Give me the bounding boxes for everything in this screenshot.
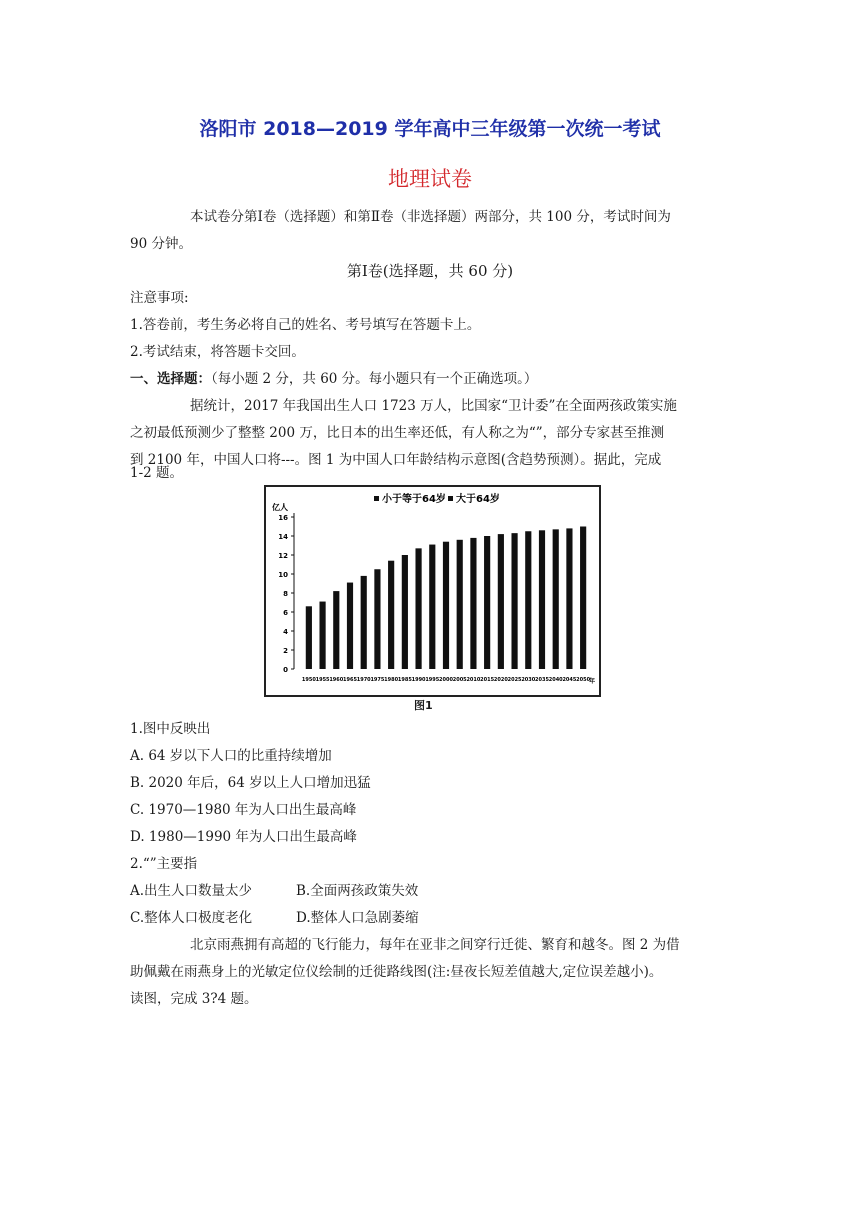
population-chart	[264, 485, 601, 697]
legend-swatch-1	[374, 496, 379, 501]
q2-option-b: B.全面两孩政策失效	[296, 883, 419, 899]
q2-stem: 2.“”主要指	[130, 856, 198, 872]
legend-label-1: 小于等于64岁	[382, 494, 446, 505]
y-tick-label: 4	[283, 628, 288, 636]
part1-desc: （每小题 2 分，共 60 分。每小题只有一个正确选项。）	[211, 371, 538, 387]
intro-line-2: 90 分钟。	[130, 236, 192, 252]
x-tick-label: 2035	[535, 677, 549, 683]
exam-subtitle: 地理试卷	[388, 167, 472, 191]
x-axis-label: 年	[589, 678, 596, 685]
x-tick-label: 2020	[493, 677, 508, 683]
x-tick-label: 2000	[439, 677, 453, 683]
x-tick-label: 2010	[466, 677, 481, 683]
q2-option-a: A.出生人口数量太少	[130, 883, 253, 899]
notes-heading: 注意事项:	[130, 290, 189, 306]
chart-bar	[347, 583, 353, 669]
chart-bar	[361, 576, 367, 669]
passage1-line-4: 1-2 题。	[130, 465, 184, 481]
chart-bar	[580, 527, 586, 670]
y-axis-label: 亿人	[272, 503, 288, 512]
passage2-line-1: 北京雨燕拥有高超的飞行能力，每年在亚非之间穿行迁徙、繁育和越冬。图 2 为借	[190, 937, 680, 953]
passage1-line-1: 据统计，2017 年我国出生人口 1723 万人，比国家“卫计委”在全面两孩政策实施	[190, 398, 677, 414]
q2-option-d: D.整体人口急剧萎缩	[296, 910, 419, 926]
chart-bar	[415, 548, 421, 669]
intro-line-1: 本试卷分第Ⅰ卷（选择题）和第Ⅱ卷（非选择题）两部分，共 100 分，考试时间为	[190, 209, 671, 225]
x-tick-label: 2005	[452, 677, 467, 683]
x-tick-label: 1975	[370, 677, 385, 683]
x-tick-label: 2015	[480, 677, 495, 683]
x-tick-label: 1970	[356, 677, 371, 683]
chart-bar	[511, 533, 517, 669]
x-tick-label: 1995	[425, 677, 440, 683]
chart-bar	[553, 529, 559, 669]
chart-bar	[333, 591, 339, 669]
passage2-line-2: 助佩戴在雨燕身上的光敏定位仪绘制的迁徙路线图(注:昼夜长短差值越大,定位误差越小)。	[130, 964, 663, 980]
x-tick-label: 1990	[411, 677, 426, 683]
chart-bar	[470, 538, 476, 669]
x-tick-label: 2025	[507, 677, 522, 683]
part1-label: 一、选择题：	[130, 371, 211, 387]
y-tick-label: 0	[283, 666, 288, 674]
legend-label-2: 大于64岁	[456, 494, 500, 505]
q1-option-c: C. 1970—1980 年为人口出生最高峰	[130, 802, 357, 818]
chart-bar	[566, 528, 572, 669]
y-tick-label: 2	[283, 647, 288, 655]
x-tick-label: 2045	[562, 677, 577, 683]
x-tick-label: 2030	[521, 677, 536, 683]
chart-bar	[388, 561, 394, 669]
passage2-line-3: 读图，完成 3?4 题。	[130, 991, 258, 1007]
chart-bar	[498, 534, 504, 669]
note-item-1: 1.答卷前，考生务必将自己的姓名、考号填写在答题卡上。	[130, 317, 481, 333]
q1-option-a: A. 64 岁以下人口的比重持续增加	[130, 748, 332, 764]
x-tick-label: 1955	[315, 677, 330, 683]
chart-caption: 图1	[414, 699, 433, 712]
x-tick-label: 1950	[301, 677, 316, 683]
chart-bar	[525, 531, 531, 669]
y-tick-label: 14	[278, 533, 288, 541]
part1-line	[130, 366, 730, 393]
q1-option-d: D. 1980—1990 年为人口出生最高峰	[130, 829, 357, 845]
chart-bar	[319, 602, 325, 669]
legend-swatch-2	[448, 496, 453, 501]
x-tick-label: 2040	[548, 677, 563, 683]
chart-bar	[484, 536, 490, 669]
x-tick-label: 1985	[397, 677, 412, 683]
chart-bar	[443, 542, 449, 669]
y-tick-label: 12	[278, 552, 288, 560]
y-tick-label: 8	[283, 590, 288, 598]
y-tick-label: 16	[278, 514, 288, 522]
chart-legend	[374, 492, 500, 505]
y-tick-label: 6	[283, 609, 288, 617]
chart-bar	[374, 569, 380, 669]
x-tick-label: 1980	[384, 677, 399, 683]
chart-svg	[266, 487, 599, 695]
q1-stem: 1.图中反映出	[130, 721, 211, 737]
q2-option-c: C.整体人口极度老化	[130, 910, 253, 926]
q1-option-b: B. 2020 年后，64 岁以上人口增加迅猛	[130, 775, 371, 791]
chart-plot	[278, 513, 590, 683]
passage1-line-2: 之初最低预测少了整整 200 万，比日本的出生率还低，有人称之为“”，部分专家甚至推测	[130, 425, 665, 441]
note-item-2: 2.考试结束，将答题卡交回。	[130, 344, 305, 360]
exam-title: 洛阳市 2018—2019 学年高中三年级第一次统一考试	[199, 118, 661, 140]
x-tick-label: 2050	[576, 677, 591, 683]
x-tick-label: 1960	[329, 677, 344, 683]
x-tick-label: 1965	[343, 677, 357, 683]
y-tick-label: 10	[278, 571, 288, 579]
section-title: 第Ⅰ卷(选择题，共 60 分)	[346, 262, 514, 280]
chart-bar	[306, 606, 312, 669]
chart-bar	[539, 530, 545, 669]
chart-bar	[429, 545, 435, 669]
chart-bar	[402, 555, 408, 669]
chart-bar	[457, 540, 463, 669]
passage1-line-3: 到 2100 年，中国人口将---。图 1 为中国人口年龄结构示意图(含趋势预测）。据此，完成	[130, 452, 662, 468]
